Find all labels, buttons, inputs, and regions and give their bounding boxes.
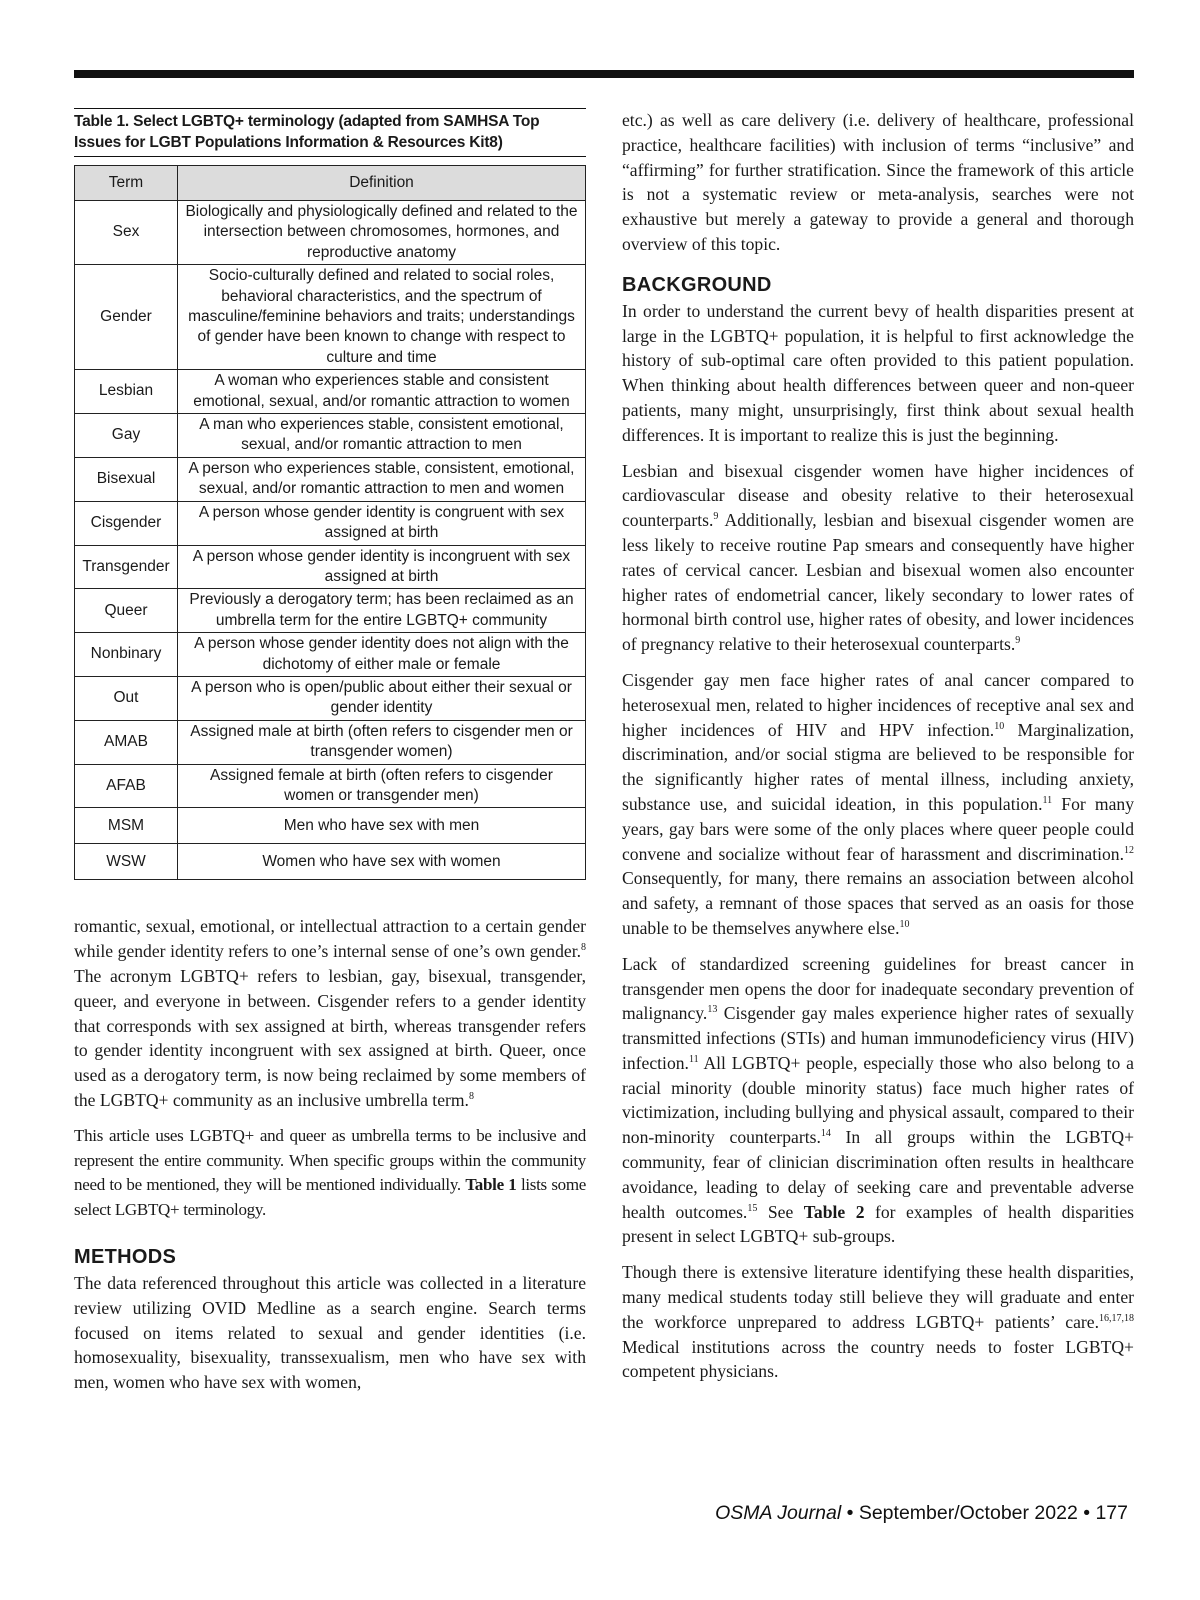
definition-cell: Biologically and physiologically defined and related to the intersection between chromosomes, hormones, and reproductive anatomy (178, 201, 586, 265)
term-cell: Out (75, 676, 178, 720)
top-rule (74, 70, 1134, 78)
definition-cell: A person whose gender identity does not align with the dichotomy of either male or female (178, 633, 586, 677)
table-row (75, 676, 586, 720)
background-paragraph-2: Lesbian and bisexual cisgender women have higher incidences of cardiovascular disease and obesity relative to their heterosexual counterparts.$^9$ Additionally, lesbian and bisexual cisgender women are less likely to receive routine Pap smears and consequently have higher rates of cervical cancer. Lesbian and bisexual women also encounter higher rates of endometrial cancer, likely secondary to lower rates of hormonal birth control use, higher rates of obesity, and lower incidences of pregnancy relative to their heterosexual counterparts.$^9$ (622, 460, 1134, 655)
term-cell: Gender (75, 265, 178, 370)
definition-cell: Previously a derogatory term; has been reclaimed as an umbrella term for the entire LGBTQ+ community (178, 589, 586, 633)
definition-cell: Assigned female at birth (often refers to cisgender women or transgender men) (178, 764, 586, 808)
table-row (75, 589, 586, 633)
table-row (75, 808, 586, 844)
term-cell: AMAB (75, 720, 178, 764)
terminology-table (74, 165, 586, 880)
journal-name: OSMA Journal (715, 1502, 842, 1524)
table-header-row (75, 166, 586, 201)
table-row (75, 414, 586, 458)
term-cell: Sex (75, 201, 178, 265)
definition-cell: Women who have sex with women (178, 844, 586, 880)
definition-cell: A woman who experiences stable and consistent emotional, sexual, and/or romantic attraction to women (178, 370, 586, 414)
methods-paragraph: The data referenced throughout this article was collected in a literature review utilizing OVID Medline as a search engine. Search terms focused on items related to sexual and gender identities (i.e. homosexuality, bisexuality, transsexualism, men who have sex with men, women who have sex with women, (74, 1272, 586, 1393)
issue-and-page: • September/October 2022 • 177 (841, 1502, 1128, 1524)
term-cell: WSW (75, 844, 178, 880)
background-heading: BACKGROUND (622, 273, 772, 296)
term-cell: Bisexual (75, 457, 178, 501)
definition-cell: Socio-culturally defined and related to social roles, behavioral characteristics, and the spectrum of masculine/feminine behaviors and traits; understandings of gender have been known to change with respect to culture and time (178, 265, 586, 370)
table-row (75, 201, 586, 265)
definition-cell: A man who experiences stable, consistent emotional, sexual, and/or romantic attraction to men (178, 414, 586, 458)
methods-heading: METHODS (74, 1245, 177, 1268)
background-paragraph-3: Cisgender gay men face higher rates of anal cancer compared to heterosexual men, related to higher incidences of receptive anal sex and higher incidences of HIV and HPV infection.$^{10}$ Marginalization, discrimination, and/or social stigma are believed to be responsible for the significantly higher rates of mental illness, including anxiety, substance use, and suicidal ideation, in this population.$^{11}$ For many years, gay bars were some of the only places where queer people could convene and socialize without fear of harassment and discrimination.$^{12}$ Consequently, for many, there remains an association between alcohol and safety, a remnant of those spaces that served as an oasis for those unable to be themselves anywhere else.$^{10}$ (622, 669, 1134, 938)
term-cell: Nonbinary (75, 633, 178, 677)
definition-cell: A person who is open/public about either their sexual or gender identity (178, 676, 586, 720)
term-cell: Transgender (75, 545, 178, 589)
table-row (75, 457, 586, 501)
table-row (75, 501, 586, 545)
definition-cell: A person who experiences stable, consistent, emotional, sexual, and/or romantic attraction to men and women (178, 457, 586, 501)
table-row (75, 720, 586, 764)
right-column (622, 108, 1134, 1395)
header-term: Term (75, 166, 178, 201)
page-footer (715, 1502, 1128, 1525)
term-cell: Gay (75, 414, 178, 458)
definition-cell: Men who have sex with men (178, 808, 586, 844)
left-paragraph-2: This article uses LGBTQ+ and queer as umbrella terms to be inclusive and represent the entire community. When specific groups within the community need to be mentioned, they will be mentioned individually. Table 1 lists some select LGBTQ+ terminology. (74, 1125, 587, 1220)
term-cell: Queer (75, 589, 178, 633)
header-definition: Definition (178, 166, 586, 201)
table-caption: Table 1. Select LGBTQ+ terminology (adapted from SAMHSA Top Issues for LGBT Populations Information & Resources Kit8) (74, 108, 586, 157)
background-paragraph-5: Though there is extensive literature identifying these health disparities, many medical students today still believe they will graduate and enter the workforce unprepared to address LGBTQ+ patients’ care.$^{16,17,18}$ Medical institutions across the country needs to foster LGBTQ+ competent physicians. (622, 1262, 1134, 1382)
definition-cell: Assigned male at birth (often refers to cisgender men or transgender women) (178, 720, 586, 764)
left-paragraph-1: romantic, sexual, emotional, or intellectual attraction to a certain gender while gender identity refers to one’s internal sense of one’s own gender.$^8$ The acronym LGBTQ+ refers to lesbian, gay, bisexual, transgender, queer, and everyone in between. Cisgender refers to a gender identity that corresponds with sex assigned at birth, whereas transgender refers to gender identity incongruent with sex assigned at birth. Queer, once used as a derogatory term, is now being reclaimed by some members of the LGBTQ+ community as an inclusive umbrella term.$^8$ (74, 916, 586, 1110)
table-row (75, 633, 586, 677)
term-cell: MSM (75, 808, 178, 844)
table-row (75, 844, 586, 880)
table-row (75, 370, 586, 414)
term-cell: Lesbian (75, 370, 178, 414)
term-cell: AFAB (75, 764, 178, 808)
right-paragraph-0: etc.) as well as care delivery (i.e. delivery of healthcare, professional practice, healthcare facilities) with inclusion of terms “inclusive” and “affirming” for further stratification. Since the framework of this article is not a systematic review or meta-analysis, searches were not exhaustive but merely a gateway to provide a general and thorough overview of this topic. (622, 110, 1134, 254)
background-paragraph-1: In order to understand the current bevy of health disparities present at large in the LGBTQ+ population, it is helpful to first acknowledge the history of sub-optimal care often provided to this patient population. When thinking about health differences between queer and non-queer patients, many might, unsurprisingly, first think about sexual health differences. It is important to realize this is just the beginning. (622, 300, 1134, 445)
table-row (75, 764, 586, 808)
background-paragraph-4: Lack of standardized screening guidelines for breast cancer in transgender men opens the door for inadequate secondary prevention of malignancy.$^{13}$ Cisgender gay males experience higher rates of sexually transmitted infections (STIs) and human immunodeficiency virus (HIV) infection.$^{11}$ All LGBTQ+ people, especially those who also belong to a racial minority (double minority status) face much higher rates of victimization, including bullying and physical assault, compared to their non-minority counterparts.$^{14}$ In all groups within the LGBTQ+ community, fear of clinician discrimination often results in healthcare avoidance, leading to delay of seeking care and preventable adverse health outcomes.$^{15}$ See Table 2 for examples of health disparities present in select LGBTQ+ sub-groups. (622, 953, 1135, 1247)
table-row (75, 265, 586, 370)
table-row (75, 545, 586, 589)
definition-cell: A person whose gender identity is incongruent with sex assigned at birth (178, 545, 586, 589)
definition-cell: A person whose gender identity is congruent with sex assigned at birth (178, 501, 586, 545)
left-column (74, 108, 586, 1406)
term-cell: Cisgender (75, 501, 178, 545)
